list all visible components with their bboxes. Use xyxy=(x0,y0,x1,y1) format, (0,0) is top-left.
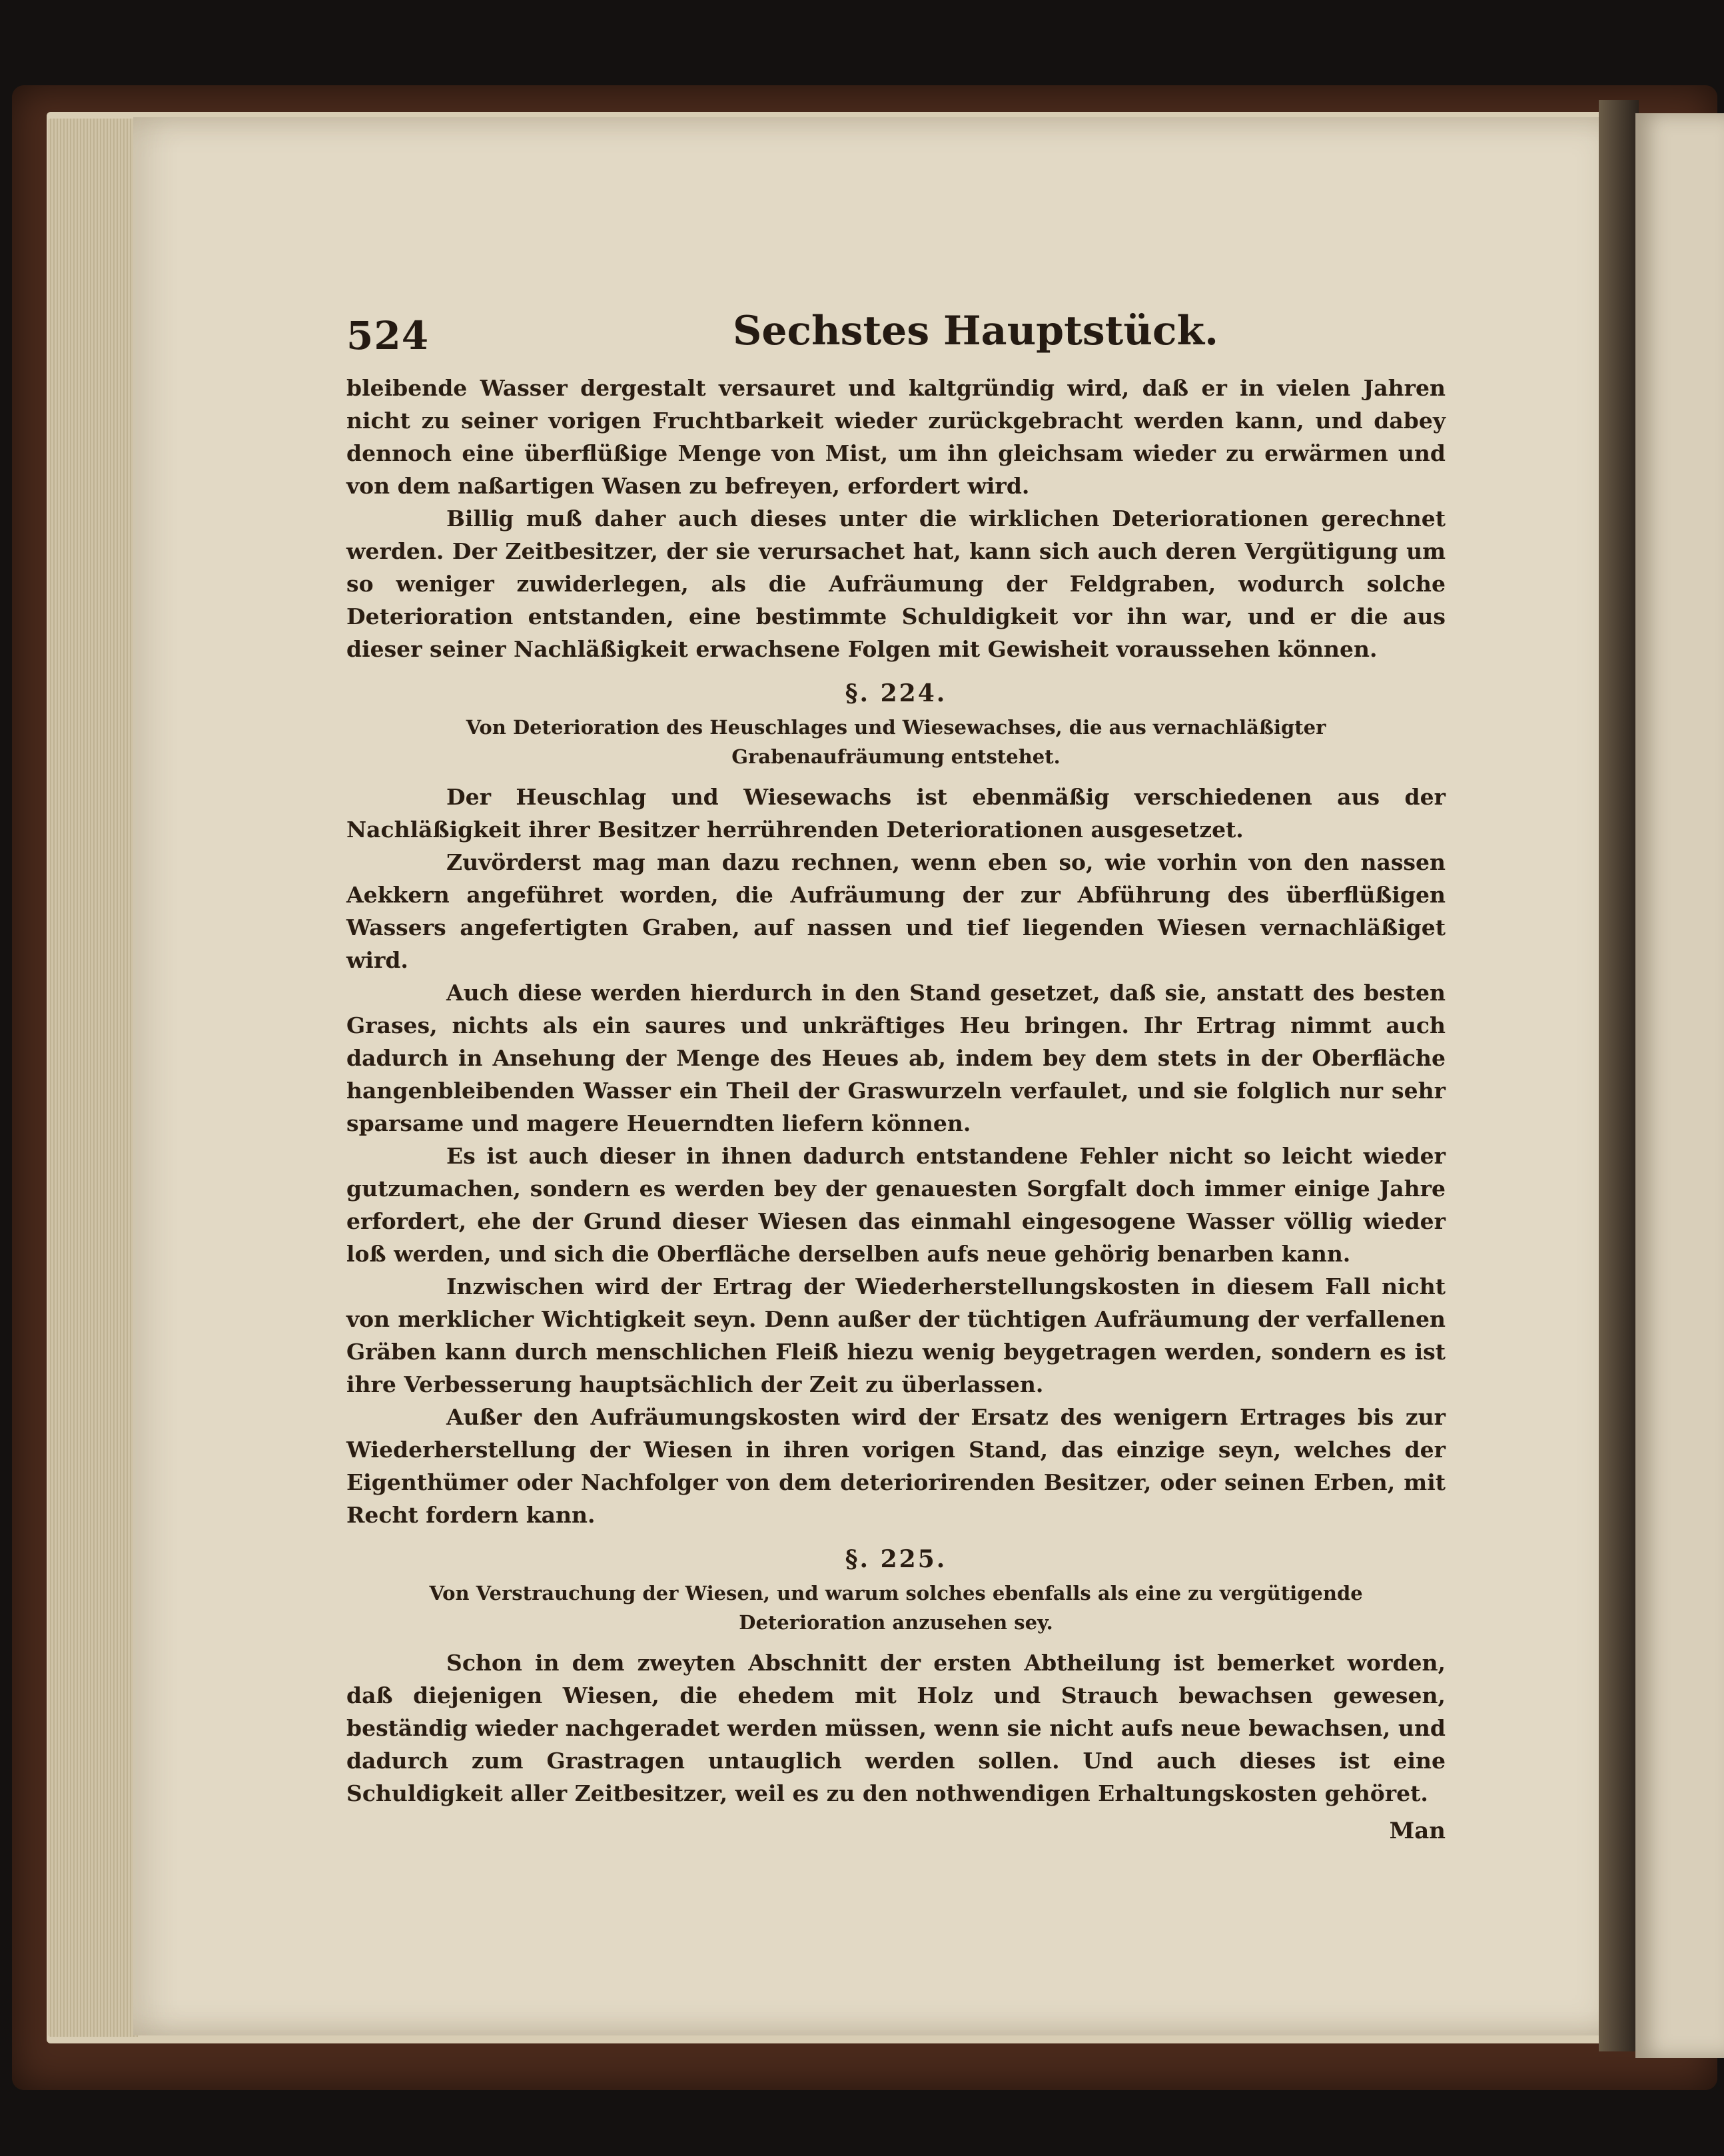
paragraph: Außer den Aufräumungskosten wird der Ersatz des wenigern Ertrages bis zur Wiederherstellung der Wiesen in ihren vorigen Stand, das einzige seyn, welches der Eigenthümer oder Nachfolger von dem deteriorirenden Besitzer, oder seinen Erben, mit Recht fordern kann. xyxy=(346,1404,1446,1528)
catchword: Man xyxy=(1389,1818,1446,1844)
section-number-225: §. 225. xyxy=(845,1545,947,1573)
paragraph: Zuvörderst mag man dazu rechnen, wenn eben so, wie vorhin von den nassen Aekkern angeführet worden, die Aufräumung der zur Abführung des überflüßigen Wassers angefertigten Graben, auf nassen und tief liegenden Wiesen vernachläßiget wird. xyxy=(346,849,1446,973)
section-title-224: Von Deterioration des Heuschlages und Wiesewachses, die aus vernachläßigter Grabenaufräumung entstehet. xyxy=(466,716,1326,768)
paragraph: Inzwischen wird der Ertrag der Wiederherstellungskosten in diesem Fall nicht von merklicher Wichtigkeit seyn. Denn außer der tüchtigen Aufräumung der verfallenen Gräben kann durch menschlichen Fleiß hiezu wenig beygetragen werden, sondern es ist ihre Verbesserung hauptsächlich der Zeit zu überlassen. xyxy=(346,1273,1446,1397)
page-edges xyxy=(48,119,138,2037)
paragraph: Billig muß daher auch dieses unter die wirklichen Deteriorationen gerechnet werden. Der Zeitbesitzer, der sie verursachet hat, kann sich auch deren Vergütigung um so weniger zuwiderlegen, als die Aufräumung der Feldgraben, wodurch solche Deterioration entstanden, eine bestimmte Schuldigkeit vor ihn war, und er die aus dieser seiner Nachläßigkeit erwachsene Folgen mit Gewisheit voraussehen können. xyxy=(346,506,1446,662)
page-header xyxy=(346,293,1446,360)
paragraph: Schon in dem zweyten Abschnitt der ersten Abtheilung ist bemerket worden, daß diejenigen Wiesen, die ehedem mit Holz und Strauch bewachsen gewesen, beständig wieder nachgeradet werden müssen, wenn sie nicht aufs neue bewachsen, und dadurch zum Grastragen untauglich werden sollen. Und auch dieses ist eine Schuldigkeit aller Zeitbesitzer, weil es zu den nothwendigen Erhaltungskosten gehöret. xyxy=(346,1650,1446,1806)
paragraph: Der Heuschlag und Wiesewachs ist ebenmäßig verschiedenen aus der Nachläßigkeit ihrer Besitzer herrührenden Deteriorationen ausgesetzet. xyxy=(346,784,1446,843)
running-head: Sechstes Hauptstück. xyxy=(733,308,1218,354)
paragraph-continued: bleibende Wasser dergestalt versauret und kaltgründig wird, daß er in vielen Jahren nicht zu seiner vorigen Fruchtbarkeit wieder zurückgebracht werden kann, und dabey dennoch eine überflüßige Menge von Mist, um ihn gleichsam wieder zu erwärmen und von dem naßartigen Wasen zu befreyen, erfordert wird. xyxy=(346,375,1446,499)
paragraph: Es ist auch dieser in ihnen dadurch entstandene Fehler nicht so leicht wieder gutzumachen, sondern es werden bey der genauesten Sorgfalt doch immer einige Jahre erfordert, ehe der Grund dieser Wiesen das einmahl eingesogene Wasser völlig wieder loß werden, und sich die Oberfläche derselben aufs neue gehörig benarben kann. xyxy=(346,1143,1446,1267)
section-title-225: Von Verstrauchung der Wiesen, und warum solches ebenfalls als eine zu vergütigende Deterioration anzusehen sey. xyxy=(429,1582,1363,1634)
paragraph: Auch diese werden hierdurch in den Stand gesetzet, daß sie, anstatt des besten Grases, nichts als ein saures und unkräftiges Heu bringen. Ihr Ertrag nimmt auch dadurch in Ansehung der Menge des Heues ab, indem bey dem stets in der Oberfläche hangenbleibenden Wasser ein Theil der Graswurzeln verfaulet, und sie folglich nur sehr sparsame und magere Heuerndten liefern können. xyxy=(346,980,1446,1136)
page-number: 524 xyxy=(346,313,430,358)
section-number-224: §. 224. xyxy=(845,679,947,707)
book-gutter xyxy=(1599,100,1639,2051)
page-body xyxy=(346,372,1446,1848)
right-page-edge xyxy=(1635,113,1724,2058)
